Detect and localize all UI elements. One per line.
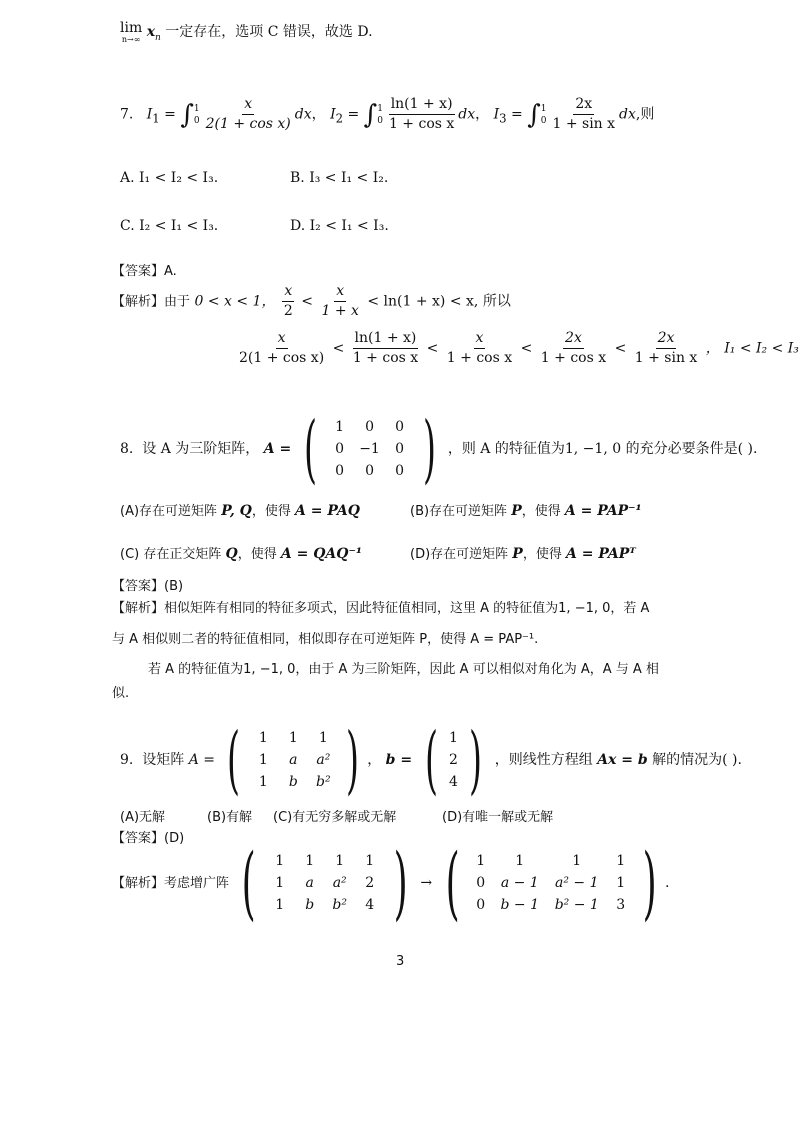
q7-option-c: C. I₂ < I₁ < I₃. <box>120 218 219 234</box>
q8-option-b: (B)存在可逆矩阵 P，使得 A = PAP⁻¹ <box>410 503 642 519</box>
q7-stem: 7. $I_1$ = ∫ 1 0 $\frac{x}{\text{2(1 + cos x)}}$ dx， $I_2$ = ∫ 1 0 $\frac{\ln(1 + x)}{\text{1 + cos x}}$ dx， $I_3$ = ∫ 1 0 $\frac{2x}{\text{1 + sin x}}$ dx,则 <box>120 96 655 132</box>
frac-I3: $\frac{2x}{\text{1 + sin x}}$ <box>552 96 616 132</box>
frac-I1: $\frac{x}{\text{2(1 + cos x)}}$ <box>205 96 291 132</box>
q8-analysis-line3: 若 A 的特征值为1, −1, 0，由于 A 为三阶矩阵，因此 A 可以相似对角化为 A，A 与 A 相 <box>148 662 659 677</box>
q9-stem: 9. 设矩阵 A = ( 1 1 1 1 a a² 1 b b² ) ， b = ( 1 2 4 ) ，则线性方程组 Ax = b 解的情况为( ). <box>120 717 742 803</box>
q9-matrix-A: ( 1 1 1 1 a a² 1 b b² ) <box>227 717 360 803</box>
q7-number: 7. <box>120 106 134 123</box>
q8-matrix: ( 1 0 0 0 −1 0 0 0 0 ) <box>303 406 436 492</box>
q7-option-d: D. I₂ < I₁ < I₃. <box>290 218 389 234</box>
q7-analysis: 【解析】由于 0 < x < 1， $\frac{x}{2}$ < $\frac{x}{1 + x}$ < ln(1 + x) < x, 所以 <box>112 283 511 319</box>
q9-option-a: (A)无解 <box>120 810 166 825</box>
intro-text: 一定存在，选项 C 错误，故选 D. <box>165 24 373 40</box>
q8-answer: 【答案】(B) <box>112 579 184 594</box>
integral-2: ∫ 1 0 <box>363 99 383 130</box>
page-number: 3 <box>396 954 405 969</box>
q8-option-c: (C) 存在正交矩阵 Q，使得 A = QAQ⁻¹ <box>120 546 362 562</box>
frac-I2: $\frac{\ln(1 + x)}{\text{1 + cos x}}$ <box>388 96 455 132</box>
q8-option-d: (D)存在可逆矩阵 P，使得 A = PAPᵀ <box>410 546 636 562</box>
q8-analysis-line4: 似. <box>112 686 130 701</box>
q8-analysis-line1: 【解析】相似矩阵有相同的特征多项式，因此特征值相同，这里 A 的特征值为1, −1, 0，若 A <box>112 601 650 616</box>
q8-number: 8. <box>120 441 134 457</box>
q9-option-c: (C)有无穷多解或无解 <box>273 810 397 825</box>
q8-analysis-line2: 与 A 相似则二者的特征值相同，相似即存在可逆矩阵 P，使得 A = PAP⁻¹. <box>112 632 539 647</box>
q9-analysis: 【解析】考虑增广阵 ( 1 1 1 1 1 a a² 2 1 b b² 4 ) → ( 1 1 1 1 0 a − 1 a² − 1 1 0 b − 1 b² − 1 3 ) . <box>112 836 670 929</box>
intro-line <box>120 20 373 44</box>
lim-sub: n <box>155 32 161 43</box>
q9-vector-b: ( 1 2 4 ) <box>424 717 483 803</box>
integral-3: ∫ 1 0 <box>527 99 547 130</box>
lim-var: x <box>146 24 156 40</box>
lim-under: n→∞ <box>121 35 141 44</box>
lim-text: lim <box>120 20 143 36</box>
q8-stem: 8. 设 A 为三阶矩阵， A = ( 1 0 0 0 −1 0 0 0 0 ) ，则 A 的特征值为1, −1, 0 的充分必要条件是( ). <box>120 406 758 492</box>
integral-1: ∫ 1 0 <box>180 99 200 130</box>
q8-option-a: (A)存在可逆矩阵 P, Q，使得 A = PAQ <box>120 503 360 519</box>
q7-answer: 【答案】A. <box>112 264 177 279</box>
q7-option-b: B. I₃ < I₁ < I₂. <box>290 170 389 186</box>
q7-option-a: A. I₁ < I₂ < I₃. <box>120 170 219 186</box>
row-reduce-arrow: → <box>420 875 433 891</box>
q9-reduced-matrix: ( 1 1 1 1 0 a − 1 a² − 1 1 0 b − 1 b² − 1 3 ) <box>445 836 657 929</box>
q7-inequality-chain: $\frac{x}{\text{2(1 + cos x)}}$ < $\frac{\ln(1 + x)}{\text{1 + cos x}}$ < $\frac{x}{\text{1 + cos x}}$ < $\frac{2x}{\text{1 + cos x}}$ < $\frac{2x}{\text{1 + sin x}}$ ， I₁ < I₂ < I₃ <box>239 330 799 366</box>
q9-answer: 【答案】(D) <box>112 831 185 846</box>
q9-option-d: (D)有唯一解或无解 <box>442 810 554 825</box>
q9-option-b: (B)有解 <box>207 810 253 825</box>
q9-number: 9. <box>120 752 134 768</box>
q9-augmented-matrix: ( 1 1 1 1 1 a a² 2 1 b b² 4 ) <box>242 836 408 929</box>
